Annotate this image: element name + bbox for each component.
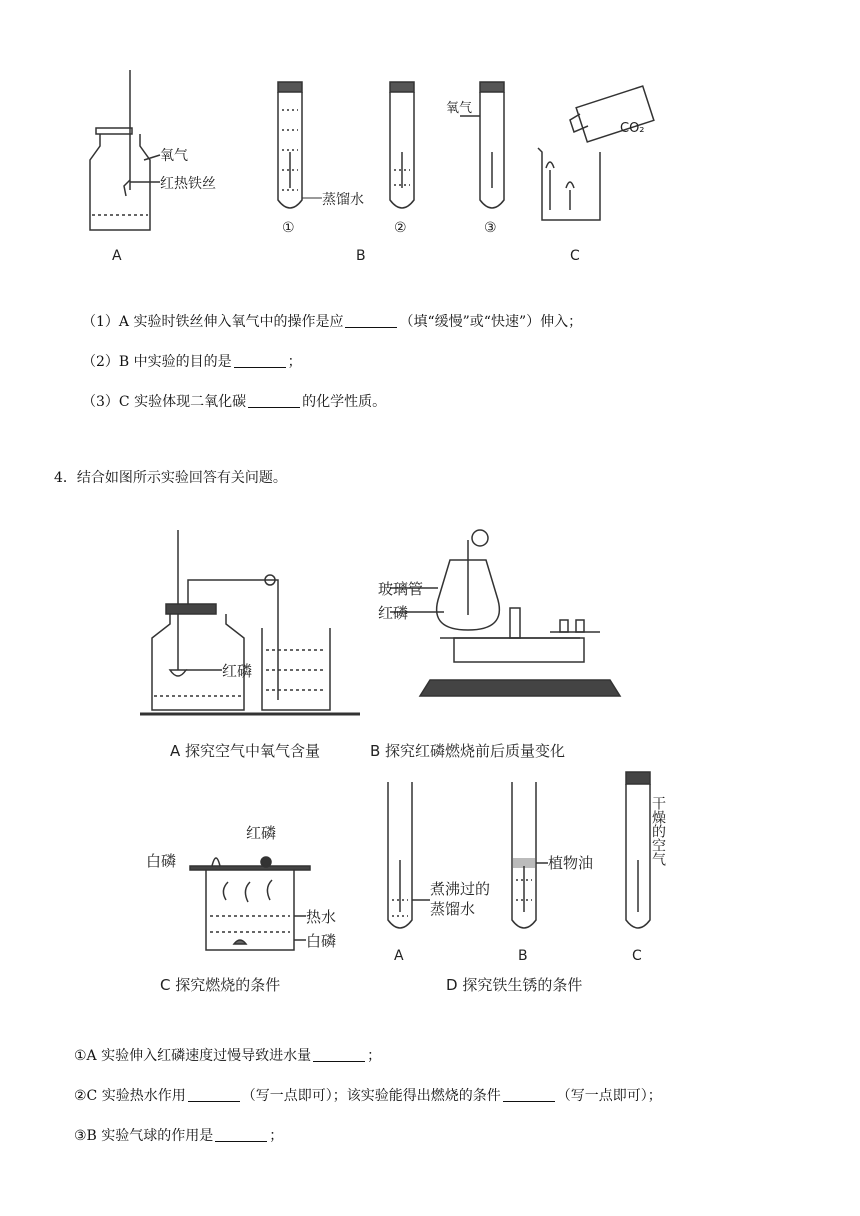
q4-a-apparatus xyxy=(140,530,360,714)
q4-item-3-pre: ③B 实验气球的作用是 xyxy=(74,1128,214,1144)
q4-b-balance xyxy=(390,530,620,696)
answer-blank[interactable] xyxy=(345,313,397,328)
q4-item-3-post: ； xyxy=(269,1128,284,1144)
label-hot-wire: 红热铁丝 xyxy=(160,176,216,192)
label-distilled-water: 蒸馏水 xyxy=(322,192,364,208)
tube-mark-1: ① xyxy=(282,220,295,236)
label-oxygen: 氧气 xyxy=(160,148,188,164)
q4-d-label-dry-air: 干燥的空气 xyxy=(650,796,666,866)
q4-item-2-mid: （写一点即可）；该实验能得出燃烧的条件 xyxy=(241,1088,501,1104)
q4-c-label-red-p: 红磷 xyxy=(246,824,277,842)
tube-mark-2: ② xyxy=(394,220,407,236)
answer-blank[interactable] xyxy=(313,1047,365,1062)
figure-q4-svg xyxy=(130,520,720,1010)
panel-c-beaker xyxy=(538,86,654,220)
q4-a-caption: A 探究空气中氧气含量 xyxy=(170,742,321,760)
q4-d-caption: D 探究铁生锈的条件 xyxy=(446,976,583,994)
q4-a-label-red-p: 红磷 xyxy=(222,662,253,680)
tube-1 xyxy=(278,82,302,208)
q3-item-3-post: 的化学性质。 xyxy=(302,394,387,410)
q3-item-3-pre: （3）C 实验体现二氧化碳 xyxy=(82,394,247,410)
q4-c-label-white-p: 白磷 xyxy=(146,852,177,870)
q4-d-letter-a: A xyxy=(394,948,404,964)
q3-item-3 xyxy=(82,392,386,412)
q4-b-label-red-p: 红磷 xyxy=(378,604,409,622)
q4-d-label-oil: 植物油 xyxy=(548,854,594,872)
q4-b-caption: B 探究红磷燃烧前后质量变化 xyxy=(370,742,566,760)
q3-item-1-pre: （1）A 实验时铁丝伸入氧气中的操作是应 xyxy=(82,314,344,330)
q4-c-label-white-p-2: 白磷 xyxy=(306,932,337,950)
q4-d-letter-c: C xyxy=(632,948,642,964)
q4-c-label-hot-water: 热水 xyxy=(306,908,337,926)
answer-blank[interactable] xyxy=(503,1087,555,1102)
q4-item-1-post: ； xyxy=(367,1048,382,1064)
q4-item-2 xyxy=(74,1086,662,1106)
q4-c-beaker xyxy=(190,857,310,950)
tube-mark-3: ③ xyxy=(484,220,497,236)
q4-item-3 xyxy=(74,1126,283,1146)
q4-b-label-glass-tube: 玻璃管 xyxy=(378,580,424,598)
q3-item-2 xyxy=(82,352,302,372)
panel-letter-a: A xyxy=(112,248,122,264)
q4-item-1-pre: ①A 实验伸入红磷速度过慢导致进水量 xyxy=(74,1048,312,1064)
figure-q4 xyxy=(130,520,720,1010)
answer-blank[interactable] xyxy=(248,393,300,408)
q3-item-2-pre: （2）B 中实验的目的是 xyxy=(82,354,232,370)
q3-item-1 xyxy=(82,312,582,332)
q4-item-1 xyxy=(74,1046,381,1066)
panel-a-jar xyxy=(90,70,160,230)
panel-letter-c: C xyxy=(570,248,580,264)
label-co2: CO₂ xyxy=(620,121,645,136)
figure-iron-experiments xyxy=(60,60,720,280)
panel-letter-b: B xyxy=(356,248,366,264)
answer-blank[interactable] xyxy=(234,353,286,368)
label-oxygen-vertical: 氧气 xyxy=(446,101,473,116)
q4-c-caption: C 探究燃烧的条件 xyxy=(160,976,281,994)
answer-blank[interactable] xyxy=(188,1087,240,1102)
q4-d-letter-b: B xyxy=(518,948,528,964)
tube-2 xyxy=(390,82,414,208)
q4-d-label-distilled: 蒸馏水 xyxy=(430,900,476,918)
figure-iron-svg xyxy=(60,60,720,280)
answer-blank[interactable] xyxy=(215,1127,267,1142)
q4-d-tubes xyxy=(388,772,650,928)
q4-item-2-pre: ②C 实验热水作用 xyxy=(74,1088,186,1104)
q3-item-1-post: （填“缓慢”或“快速”）伸入； xyxy=(399,314,583,330)
q3-item-2-post: ； xyxy=(287,354,302,370)
q4-title: 4．结合如图所示实验回答有关问题。 xyxy=(54,470,287,486)
q4-item-2-post: （写一点即可）； xyxy=(556,1088,662,1104)
q4-d-label-boiled: 煮沸过的 xyxy=(430,880,491,898)
